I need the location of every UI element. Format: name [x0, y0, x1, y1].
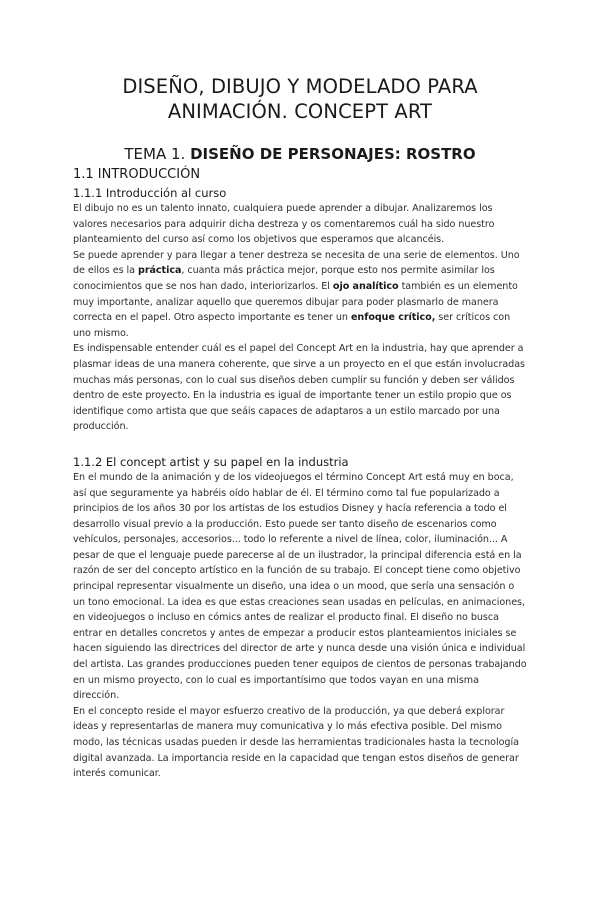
tema-heading [73, 144, 527, 164]
paragraph-3: Es indispensable entender cuál es el papel del Concept Art en la industria, hay que aprender a plasmar ideas de una manera coherente, que sirve a un proyecto en el que están involucradas muchas más personas, con lo cual sus diseños deben cumplir su función y deben ser válidos dentro de este proyecto. En la industria es igual de importante tener un estilo propio que os identifique como artista que que seáis capaces de adaptaros a un estilo marcado por una producción. [73, 343, 525, 433]
section-heading-intro: 1.1 INTRODUCCIÓN [73, 167, 201, 182]
paragraph-2-bold-practica: práctica [138, 265, 182, 277]
paragraph-2-text-c: , cuanta más práctica mejor, porque esto nos permite asimilar los conocimientos que se nos han dado, interiorizarlos. El [73, 265, 495, 292]
document-page [0, 74, 600, 922]
paragraph-4: En el mundo de la animación y de los videojuegos el término Concept Art está muy en boca, así que seguramente ya habréis oído hablar de él. El término como tal fue popularizado a principios de los años 30 por los artistas de los estudios Disney y hacía referencia a todo el desarrollo visual previo a la producción. Esto puede ser tanto diseño de escenarios como vehículos, personajes, accesorios... todo lo referente a nivel de línea, color, iluminación... A pesar de que el lenguaje puede parecerse al de un ilustrador, la principal diferencia está en la razón de ser del concepto artístico en la función de su trabajo. El concept tiene como objetivo principal representar visualmente un diseño, una idea o un mood, que sería una sensación o un tono emocional. La idea es que estas creaciones sean usadas en películas, en animaciones, en videojuegos o incluso en cómics antes de realizar el producto final. El diseño no busca entrar en detalles concretos y antes de empezar a producir estos planteamientos iniciales se hacen siguiendo las directrices del director de arte y nunca desde una visión única e individual del artista. Las grandes producciones pueden tener equipos de cientos de personas trabajando en un mismo proyecto, con lo cual es importantísimo que todos vayan en una misma dirección. [73, 471, 527, 702]
tema-title: DISEÑO DE PERSONAJES: ROSTRO [190, 145, 476, 163]
tema-prefix: TEMA 1. [124, 145, 191, 163]
subsection-heading-concept-artist: 1.1.2 El concept artist y su papel en la industria [73, 454, 349, 469]
paragraph-5: En el concepto reside el mayor esfuerzo creativo de la producción, ya que deberá explorar ideas y representarlas de manera muy comunicativa y lo más efectiva posible. Del mismo modo, las técnicas usadas pueden ir desde las herramientas tradicionales hasta la tecnología digital avanzada. La importancia reside en la capacidad que tengan estos diseños de generar interés comunicar. [73, 705, 519, 780]
document-title [73, 74, 527, 124]
paragraph-1: El dibujo no es un talento innato, cualquiera puede aprender a dibujar. Analizaremos los valores necesarios para adquirir dicha destreza y os comentaremos cuál ha sido nuestro planteamiento del curso así como los objetivos que esperamos que alcancéis. [73, 203, 495, 246]
paragraph-2-text-g: ser críticos con uno mismo. [73, 312, 511, 339]
paragraph-2-bold-enfoque: enfoque crítico, [350, 312, 436, 324]
document-title-line-1: DISEÑO, DIBUJO Y MODELADO PARA [122, 75, 478, 98]
paragraph-2-bold-ojo: ojo analítico [332, 280, 399, 292]
paragraph-2-text-a: Se puede aprender y para llegar a tener destreza se necesita de una serie de elementos. Uno de ellos es la [73, 249, 520, 277]
paragraph-2 [73, 248, 527, 342]
paragraph-2-text-e: también es un elemento muy importante, analizar aquello que queremos dibujar para poder plasmarlo de manera correcta en el papel. Otro aspecto importante es tener un [73, 280, 518, 324]
document-title-line-2: ANIMACIÓN. CONCEPT ART [167, 100, 433, 123]
subsection-heading-course-intro: 1.1.1 Introducción al curso [73, 186, 227, 200]
